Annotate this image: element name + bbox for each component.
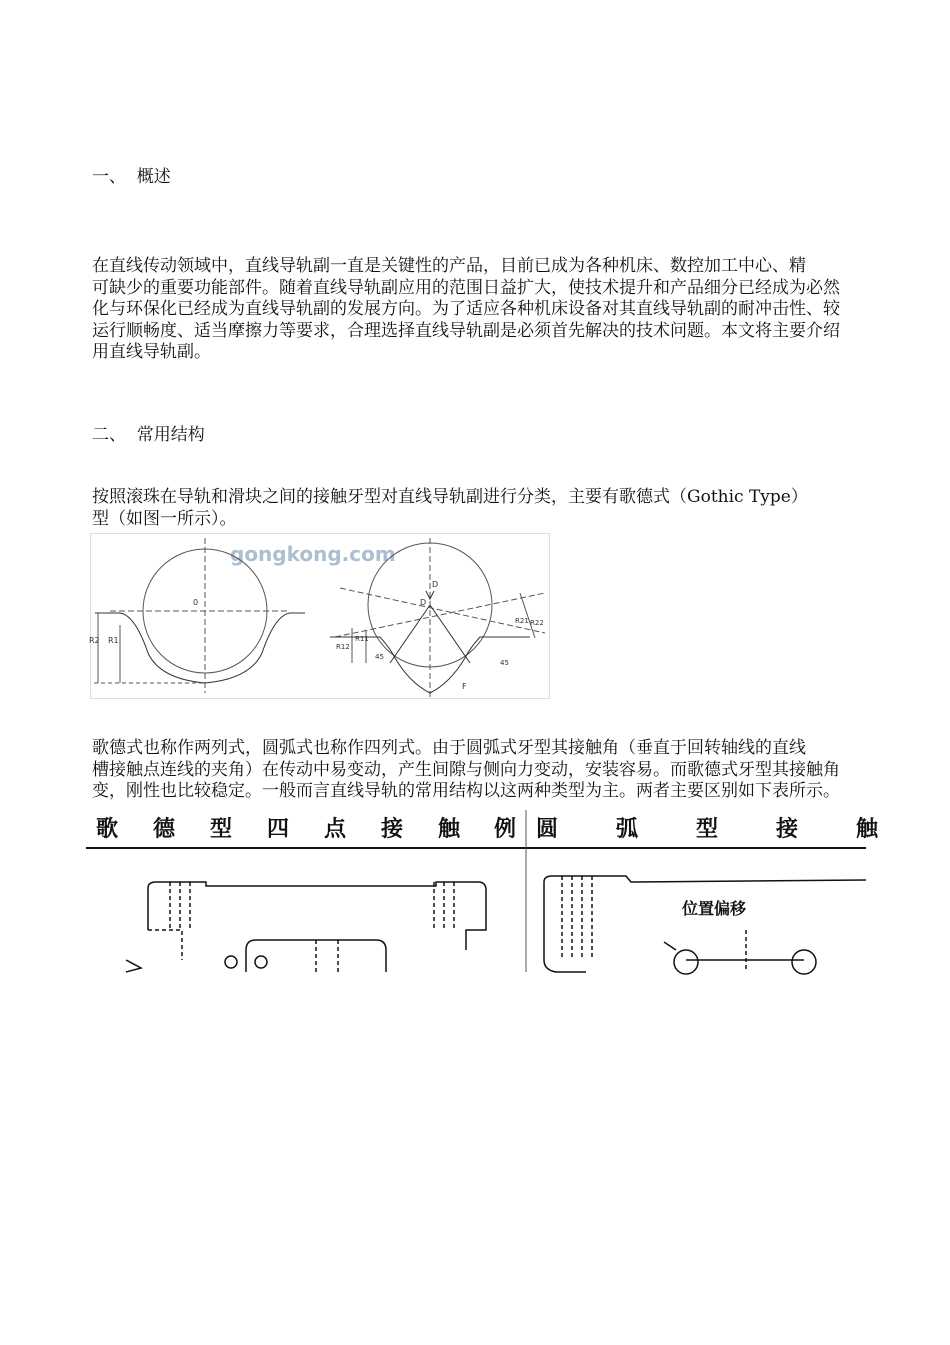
section-heading-structure: 二、 常用结构 (92, 425, 205, 445)
label-angle-right: 45 (500, 659, 509, 667)
text-line: 歌德式也称作两列式，圆弧式也称作四列式。由于圆弧式牙型其接触角（垂直于回转轴线的直线 (92, 738, 806, 758)
label-f: F (462, 682, 467, 691)
text-line: 槽接触点连线的夹角）在传动中易变动，产生间隙与侧向力变动，安装容易。而歌德式牙型其接触角 (92, 759, 840, 780)
table-header-left-char: 例 (494, 817, 517, 842)
label-r11: R11 (355, 635, 369, 643)
table-header-right-char: 触 (856, 817, 879, 842)
text-line: 化与环保化已经成为直线导轨副的发展方向。为了适应各种机床设备对其直线导轨副的耐冲击性、较 (92, 299, 840, 319)
text-line: 可缺少的重要功能部件。随着直线导轨副应用的范围日益扩大，使技术提升和产品细分已经成为必然 (92, 277, 840, 298)
table-header-left-char: 触 (438, 817, 461, 842)
label-r21: R21 (515, 617, 529, 625)
arc-slider-drawing (544, 876, 866, 974)
label-r22: R22 (530, 619, 544, 627)
label-angle-left: 45 (375, 653, 384, 661)
label-center: 0 (193, 598, 199, 607)
text-line: 型（如图一所示）。 (92, 508, 237, 529)
table-header-right-char: 接 (776, 817, 799, 842)
paragraph-classification (92, 487, 950, 530)
table-header-right-char: 型 (696, 817, 719, 842)
table-header-left-char: 接 (381, 817, 404, 842)
table-header-left-char: 德 (153, 817, 176, 842)
table-header-left-char: 型 (210, 817, 233, 842)
label-r1: R1 (108, 636, 119, 645)
label-r12: R12 (336, 643, 350, 651)
text-line: 运行顺畅度、适当摩擦力等要求，合理选择直线导轨副是必须首先解决的技术问题。本文将主要介绍 (92, 320, 840, 341)
table-header-left-char: 四 (267, 817, 290, 842)
label-r2: R2 (89, 636, 100, 645)
text-line: 变，刚性也比较稳定。一般而言直线导轨的常用结构以这两种类型为主。两者主要区别如下表所示。 (92, 781, 840, 801)
table-header-right-char: 弧 (616, 817, 639, 842)
section-heading-overview: 一、 概述 (92, 167, 171, 187)
position-offset-label: 位置偏移 (682, 899, 747, 918)
table-header-left-char: 点 (324, 817, 347, 842)
paragraph-comparison (92, 738, 950, 803)
text-line: 在直线传动领域中，直线导轨副一直是关键性的产品，目前已成为各种机床、数控加工中心、精 (92, 256, 806, 276)
text-line: 用直线导轨副。 (92, 342, 211, 362)
watermark: gongkong.com (230, 542, 396, 566)
comparison-table-figure (86, 810, 879, 972)
gothic-slider-drawing (126, 882, 486, 972)
paragraph-intro (92, 256, 950, 364)
text-line: 按照滚珠在导轨和滑块之间的接触牙型对直线导轨副进行分类，主要有歌德式（Gothic Type） (92, 487, 808, 507)
label-d-lower: D (420, 598, 427, 607)
groove-profile-figure (90, 533, 550, 699)
table-header-left-char: 歌 (96, 817, 119, 842)
table-header-right-char: 圆 (536, 817, 559, 842)
label-d-upper: D (432, 580, 439, 589)
